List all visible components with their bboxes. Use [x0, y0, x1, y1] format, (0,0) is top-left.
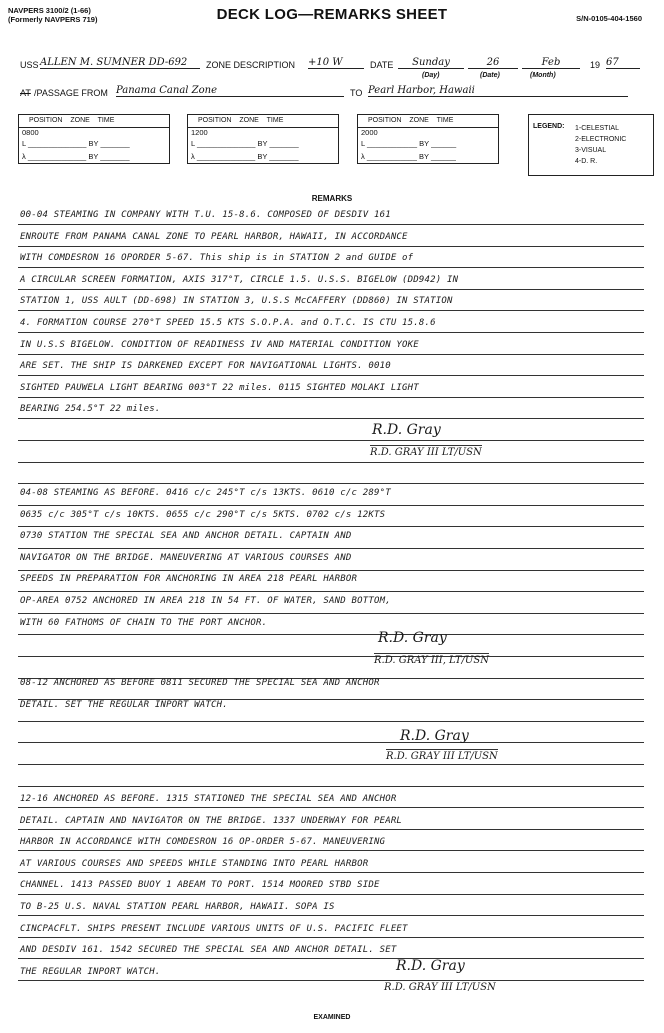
log-line: HARBOR IN ACCORDANCE WITH COMDESRON 16 OP-ORDER 5-67. MANEUVERING	[20, 837, 386, 847]
passage-from-value: Panama Canal Zone	[116, 85, 344, 97]
log-line: THE REGULAR INPORT WATCH.	[20, 967, 161, 977]
signature-handwritten: R.D. Gray	[378, 630, 447, 646]
ruled-line	[18, 872, 644, 873]
ruled-line	[18, 224, 644, 225]
log-line: SIGHTED PAUWELA LIGHT BEARING 003°T 22 miles. 0115 SIGHTED MOLAKI LIGHT	[20, 383, 419, 393]
ruled-line	[18, 505, 644, 506]
ruled-line	[18, 742, 644, 743]
legend-label: LEGEND:	[533, 123, 565, 130]
latitude-line: L ______________ BY _______	[22, 139, 130, 148]
year-value: 67	[606, 57, 640, 69]
ruled-line	[18, 462, 644, 463]
signature-name: R.D. GRAY III LT/USN	[386, 751, 498, 762]
signature-name: R.D. GRAY III LT/USN	[370, 447, 482, 458]
stock-number: S/N-0105-404-1560	[576, 14, 642, 23]
log-line: 0730 STATION THE SPECIAL SEA AND ANCHOR DETAIL. CAPTAIN AND	[20, 531, 352, 541]
ruled-line	[18, 937, 644, 938]
log-line: NAVIGATOR ON THE BRIDGE. MANEUVERING AT VARIOUS COURSES AND	[20, 553, 352, 563]
ruled-line	[18, 634, 644, 635]
at-label: AT	[20, 88, 31, 98]
longitude-line: λ ______________ BY _______	[22, 152, 130, 161]
ship-name: ALLEN M. SUMNER DD-692	[40, 57, 200, 69]
legend-item: 1-CELESTIAL	[575, 125, 619, 132]
log-line: SPEEDS IN PREPARATION FOR ANCHORING IN AREA 218 PEARL HARBOR	[20, 574, 358, 584]
passage-from-label: /PASSAGE FROM	[34, 88, 108, 98]
log-line: CINCPACFLT. SHIPS PRESENT INCLUDE VARIOUS UNITS OF U.S. PACIFIC FLEET	[20, 924, 408, 934]
log-line: 4. FORMATION COURSE 270°T SPEED 15.5 KTS S.O.P.A. and O.T.C. IS CTU 15.8.6	[20, 318, 436, 328]
signature-name: R.D. GRAY III LT/USN	[384, 982, 496, 993]
ruled-line	[18, 591, 644, 592]
zone-description-value: +10 W	[308, 57, 364, 69]
position-box-time: 2000	[361, 128, 378, 137]
ruled-line	[18, 915, 644, 916]
ruled-line	[18, 289, 644, 290]
former-form-number: (Formerly NAVPERS 719)	[8, 15, 98, 24]
ruled-line	[18, 764, 644, 765]
ruled-line	[18, 613, 644, 614]
log-line: AND DESDIV 161. 1542 SECURED THE SPECIAL SEA AND ANCHOR DETAIL. SET	[20, 945, 397, 955]
log-line: 00-04 STEAMING IN COMPANY WITH T.U. 15-8.6. COMPOSED OF DESDIV 161	[20, 210, 391, 220]
day-value: Sunday	[398, 57, 464, 69]
ruled-line	[18, 548, 644, 549]
log-line: DETAIL. CAPTAIN AND NAVIGATOR ON THE BRIDGE. 1337 UNDERWAY FOR PEARL	[20, 816, 403, 826]
log-line: ARE SET. THE SHIP IS DARKENED EXCEPT FOR NAVIGATIONAL LIGHTS. 0010	[20, 361, 391, 371]
latitude-line: L ____________ BY ______	[361, 139, 457, 148]
ruled-line	[18, 958, 644, 959]
signature-name: R.D. GRAY III, LT/USN	[374, 655, 489, 666]
longitude-line: λ ______________ BY _______	[191, 152, 299, 161]
ruled-line	[18, 526, 644, 527]
latitude-line: L ______________ BY _______	[191, 139, 299, 148]
zone-description-label: ZONE DESCRIPTION	[206, 60, 296, 70]
log-line: 0635 c/c 305°T c/s 10KTS. 0655 c/c 290°T c/s 5KTS. 0702 c/s 12KTS	[20, 510, 386, 520]
position-box-header: POSITION ZONE TIME	[358, 115, 498, 128]
log-line: 12-16 ANCHORED AS BEFORE. 1315 STATIONED THE SPECIAL SEA AND ANCHOR	[20, 794, 397, 804]
examined-label: EXAMINED	[313, 1014, 351, 1021]
ruled-line	[18, 829, 644, 830]
ruled-line	[18, 894, 644, 895]
ruled-line	[18, 570, 644, 571]
ruled-line	[18, 807, 644, 808]
legend-item: 3-VISUAL	[575, 147, 607, 154]
log-line: BEARING 254.5°T 22 miles.	[20, 404, 161, 414]
ruled-line	[18, 267, 644, 268]
ruled-line	[18, 310, 644, 311]
position-box-header: POSITION ZONE TIME	[188, 115, 338, 128]
form-number: NAVPERS 3100/2 (1-66)	[8, 6, 91, 15]
position-box-header: POSITION ZONE TIME	[19, 115, 169, 128]
ruled-line	[18, 440, 644, 441]
ruled-line	[18, 483, 644, 484]
ruled-line	[18, 721, 644, 722]
legend-item: 4-D. R.	[575, 158, 598, 165]
log-line: OP-AREA 0752 ANCHORED IN AREA 218 IN 54 FT. OF WATER, SAND BOTTOM,	[20, 596, 391, 606]
position-box-time: 1200	[191, 128, 208, 137]
ruled-line	[18, 786, 644, 787]
log-line: WITH COMDESRON 16 OPORDER 5-67. This ship is in STATION 2 and GUIDE of	[20, 253, 414, 263]
log-line: CHANNEL. 1413 PASSED BUOY 1 ABEAM TO PORT. 1514 MOORED STBD SIDE	[20, 880, 380, 890]
month-caption: (Month)	[530, 72, 556, 79]
log-line: ENROUTE FROM PANAMA CANAL ZONE TO PEARL HARBOR, HAWAII, IN ACCORDANCE	[20, 232, 408, 242]
ruled-line	[18, 980, 644, 981]
page-title: DECK LOG—REMARKS SHEET	[216, 6, 448, 23]
longitude-line: λ ____________ BY ______	[361, 152, 456, 161]
month-value: Feb	[522, 57, 580, 69]
year-prefix: 19	[590, 60, 601, 70]
position-box-0800	[18, 114, 170, 164]
log-line: STATION 1, USS AULT (DD-698) IN STATION 3, U.S.S McCAFFERY (DD860) IN STATION	[20, 296, 453, 306]
position-box-1200	[187, 114, 339, 164]
log-line: IN U.S.S BIGELOW. CONDITION OF READINESS IV AND MATERIAL CONDITION YOKE	[20, 340, 419, 350]
log-line: 08-12 ANCHORED AS BEFORE 0811 SECURED THE SPECIAL SEA AND ANCHOR	[20, 678, 380, 688]
signature-handwritten: R.D. Gray	[372, 422, 441, 438]
position-legend	[528, 114, 654, 176]
ruled-line	[18, 332, 644, 333]
ruled-line	[18, 418, 644, 419]
position-box-time: 0800	[22, 128, 39, 137]
uss-label: USS	[20, 60, 39, 70]
log-line: 04-08 STEAMING AS BEFORE. 0416 c/c 245°T c/s 13KTS. 0610 c/c 289°T	[20, 488, 391, 498]
log-line: TO B-25 U.S. NAVAL STATION PEARL HARBOR, HAWAII. SOPA IS	[20, 902, 335, 912]
log-line: A CIRCULAR SCREEN FORMATION, AXIS 317°T, CIRCLE 1.5. U.S.S. BIGELOW (DD942) IN	[20, 275, 459, 285]
position-box-2000	[357, 114, 499, 164]
remarks-label: REMARKS	[311, 194, 353, 203]
ruled-line	[18, 656, 644, 657]
ruled-line	[18, 850, 644, 851]
date-value: 26	[468, 57, 518, 69]
log-line: DETAIL. SET THE REGULAR INPORT WATCH.	[20, 700, 228, 710]
signature-handwritten: R.D. Gray	[396, 958, 465, 974]
date-caption: (Date)	[480, 72, 500, 79]
ruled-line	[18, 397, 644, 398]
day-caption: (Day)	[422, 72, 440, 79]
passage-to-value: Pearl Harbor, Hawaii	[368, 85, 628, 97]
ruled-line	[18, 246, 644, 247]
ruled-line	[18, 375, 644, 376]
passage-to-label: TO	[350, 88, 363, 98]
date-label: DATE	[370, 60, 394, 70]
log-line: WITH 60 FATHOMS OF CHAIN TO THE PORT ANCHOR.	[20, 618, 268, 628]
signature-handwritten: R.D. Gray	[400, 728, 469, 744]
legend-item: 2-ELECTRONIC	[575, 136, 627, 143]
log-line: AT VARIOUS COURSES AND SPEEDS WHILE STANDING INTO PEARL HARBOR	[20, 859, 369, 869]
ruled-line	[18, 354, 644, 355]
